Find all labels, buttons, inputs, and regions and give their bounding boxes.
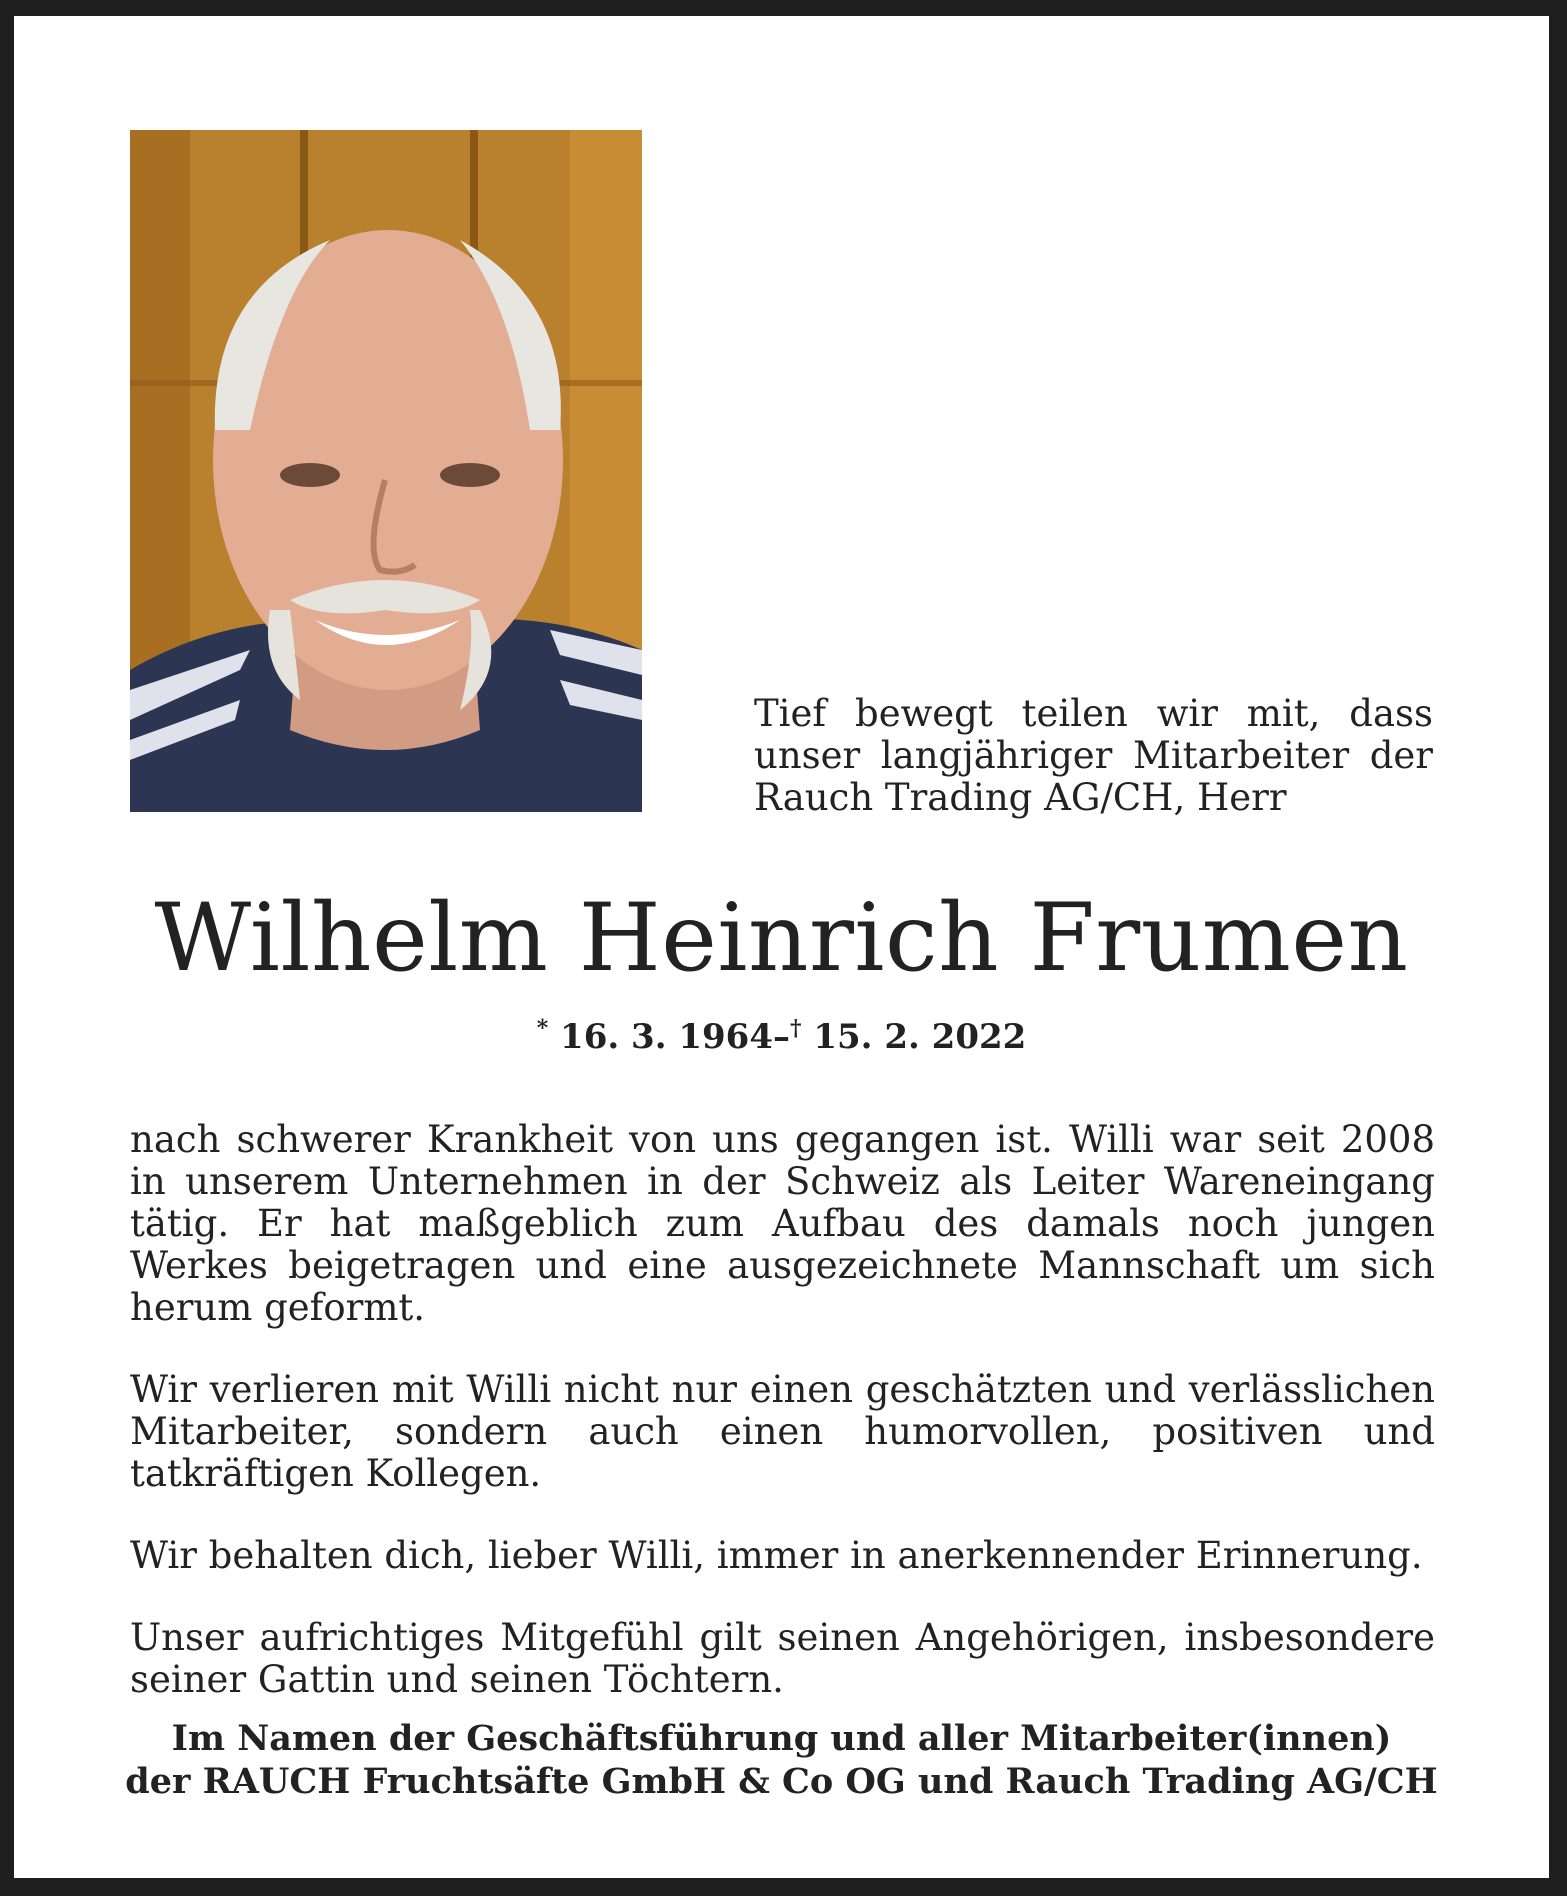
body-paragraph: Wir behalten dich, lieber Willi, immer in anerkennender Erinnerung. xyxy=(130,1534,1423,1577)
birth-symbol: * xyxy=(536,1015,549,1042)
intro-paragraph xyxy=(754,693,1433,819)
portrait-illustration xyxy=(130,130,642,812)
signature-line-2: der RAUCH Fruchtsäfte GmbH & Co OG und Rauch Trading AG/CH xyxy=(125,1761,1438,1802)
body-paragraph: Wir verlieren mit Willi nicht nur einen geschätzten und verlässlichen Mitarbeiter, sondern auch einen humorvollen, positiven und tatkräftigen Kollegen. xyxy=(130,1368,1435,1495)
signature-block xyxy=(14,1717,1549,1803)
death-date: 15. 2. 2022 xyxy=(813,1017,1027,1057)
body-paragraph: nach schwerer Krankheit von uns gegangen ist. Willi war seit 2008 in unserem Unternehmen in der Schweiz als Leiter Wareneingang tätig. Er hat maßgeblich zum Aufbau des damals noch jungen Werkes beigetragen und eine ausgezeichnete Mannschaft um sich herum geformt. xyxy=(130,1118,1435,1329)
obituary-card xyxy=(14,16,1549,1878)
life-dates xyxy=(14,1017,1549,1057)
signature-line-1: Im Namen der Geschäftsführung und aller Mitarbeiter(innen) xyxy=(171,1718,1392,1759)
death-symbol: † xyxy=(790,1015,802,1042)
intro-text: Tief bewegt teilen wir mit, dass unser langjähriger Mitarbeiter der Rauch Trading AG/CH, Herr xyxy=(754,692,1433,819)
date-separator: – xyxy=(773,1017,790,1057)
obituary-body xyxy=(130,1119,1435,1701)
portrait-photo xyxy=(130,130,642,812)
body-paragraph: Unser aufrichtiges Mitgefühl gilt seinen Angehörigen, insbesondere seiner Gattin und seinen Töchtern. xyxy=(130,1616,1435,1701)
deceased-name: Wilhelm Heinrich Frumen xyxy=(154,884,1409,993)
birth-date: 16. 3. 1964 xyxy=(560,1017,773,1057)
